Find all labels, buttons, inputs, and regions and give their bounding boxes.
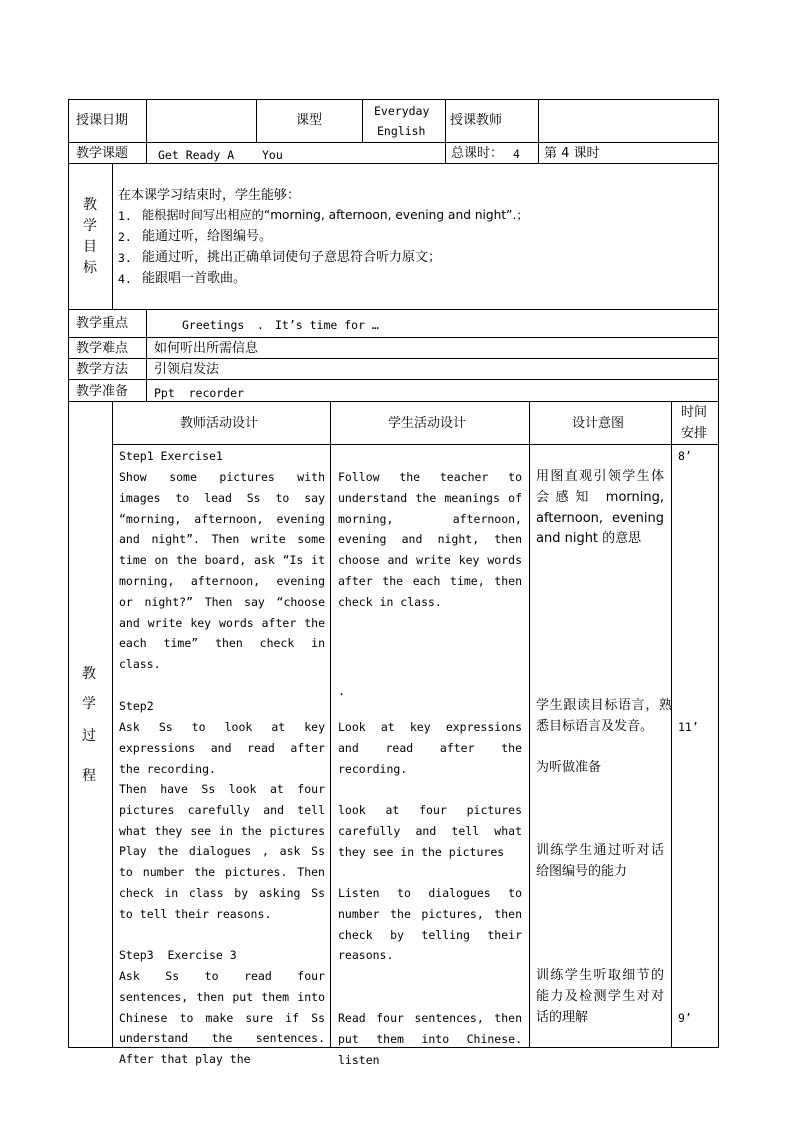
method-value: 引领启发法	[154, 362, 220, 377]
rule	[112, 163, 113, 309]
time-step3: 9’	[678, 1011, 692, 1025]
objective-num: 3.	[118, 251, 132, 265]
objective-num: 1.	[118, 209, 132, 223]
prep-label: 教学准备	[76, 384, 129, 399]
teacher-step2-body-a: Ask Ss to look at key expressions and read after the recording.	[119, 720, 325, 776]
rule	[68, 379, 719, 380]
difficulty-label: 教学难点	[76, 341, 129, 356]
teacher-step1-title: Step1 Exercise1	[119, 449, 223, 463]
rule	[538, 99, 539, 163]
rule	[330, 401, 331, 1047]
rule	[362, 99, 363, 142]
header-time-2: 安排	[681, 426, 708, 441]
method-label: 教学方法	[76, 362, 129, 377]
teacher-step2-body-b: Then have Ss look at four pictures carefully and tell what they see in the pictures Play the dialogues , ask Ss to number the pictures. Then check in class by asking Ss to tell their reasons.	[119, 782, 325, 921]
prep-value: Ppt recorder	[154, 386, 245, 400]
rule	[68, 99, 719, 100]
header-design-intent: 设计意图	[572, 416, 625, 431]
objectives-label-char: 目	[83, 239, 97, 255]
objectives-intro: 在本课学习结束时，学生能够：	[118, 188, 301, 203]
key-points-value-b: It’s time for …	[275, 318, 379, 332]
rule	[445, 99, 446, 163]
topic-label: 教学课题	[76, 146, 129, 161]
student-step3: Read four sentences, then put them into Chinese. listen	[338, 1011, 522, 1067]
rule	[68, 337, 719, 338]
rule	[256, 99, 257, 142]
key-points-value-dot: .	[257, 318, 264, 332]
key-points-value-a: Greetings	[182, 318, 245, 332]
process-label-char: 学	[82, 696, 96, 712]
objectives-label-char: 教	[83, 197, 97, 213]
process-label-char: 教	[82, 666, 96, 682]
header-student-activity: 学生活动设计	[388, 416, 467, 431]
intent-step1: 用图直观引领学生体会感知 morning, afternoon, evening and night 的意思	[536, 469, 664, 547]
intent-step2-c: 训练学生通过听对话给图编号的能力	[536, 843, 664, 879]
lesson-type-label: 课型	[296, 113, 323, 128]
rule	[68, 99, 69, 1048]
teacher-step3-title: Step3 Exercise 3	[119, 948, 237, 962]
rule	[68, 163, 719, 164]
lesson-number: 第 4 课时	[544, 146, 600, 161]
lesson-type-value-1: Everyday	[374, 104, 430, 118]
time-step2: 11’	[678, 720, 699, 734]
total-hours-label: 总课时：	[451, 146, 504, 161]
objective-text: 能通过听，挑出正确单词使句子意思符合听力原文；	[142, 250, 442, 265]
teacher-step3-body: Ask Ss to read four sentences, then put them into Chinese to make sure if Ss understand the sentences. After that play the	[119, 969, 325, 1067]
rule	[68, 358, 719, 359]
total-hours-value: 4	[513, 147, 520, 161]
process-label-char: 程	[82, 768, 96, 784]
header-teacher-activity: 教师活动设计	[180, 416, 259, 431]
header-time-1: 时间	[681, 405, 708, 420]
teacher-step1-body: Show some pictures with images to lead Ss to say “morning, afternoon, evening and night”. Then write some time on the board, ask “Is it morning, afternoon, evening or night?” Then say “choose and write key words after the each time” then check in class.	[119, 470, 325, 672]
key-points-label: 教学重点	[76, 316, 129, 331]
lesson-type-value-2: English	[377, 124, 426, 138]
objective-num: 2.	[118, 230, 132, 244]
objectives-label-char: 学	[83, 218, 97, 234]
time-step1: 8’	[678, 449, 692, 463]
teacher-step2-title: Step2	[119, 699, 154, 713]
rule	[146, 309, 147, 401]
rule	[112, 401, 113, 1047]
process-label-char: 过	[82, 728, 96, 744]
objective-text: 能通过听，给图编号。	[142, 229, 273, 244]
rule	[68, 309, 719, 310]
student-step1: Follow the teacher to understand the meanings of morning, afternoon, evening and night, then choose and write key words after the each time, then check in class.	[338, 470, 522, 609]
student-step2-b: look at four pictures carefully and tell what they see in the pictures	[338, 803, 522, 859]
teacher-label: 授课教师	[450, 113, 503, 128]
student-dot: .	[338, 684, 345, 698]
rule	[146, 142, 147, 163]
intent-step2-b: 为听做准备	[536, 760, 602, 775]
difficulty-value: 如何听出所需信息	[154, 341, 259, 356]
rule	[529, 401, 530, 1047]
rule	[112, 444, 719, 445]
rule	[146, 99, 147, 142]
date-label: 授课日期	[76, 113, 129, 128]
rule	[68, 142, 719, 143]
intent-step2-a: 学生跟读目标语言，熟悉目标语言及发音。	[536, 698, 672, 734]
student-step2-c: Listen to dialogues to number the pictures, then check by telling their reasons.	[338, 886, 522, 963]
rule	[718, 99, 719, 1048]
rule	[68, 401, 719, 402]
objectives-label-char: 标	[83, 260, 97, 276]
objective-text: 能跟唱一首歌曲。	[142, 271, 247, 286]
intent-step3: 训练学生听取细节的能力及检测学生对对话的理解	[536, 968, 664, 1025]
student-step2-a: Look at key expressions and read after the recording.	[338, 720, 522, 776]
objective-text: 能根据时间写出相应的“morning, afternoon, evening and night”.；	[142, 208, 529, 222]
topic-value-b: You	[262, 148, 283, 162]
objective-num: 4.	[118, 272, 132, 286]
topic-value-a: Get Ready A	[158, 148, 235, 162]
lesson-plan-table	[68, 99, 719, 1067]
